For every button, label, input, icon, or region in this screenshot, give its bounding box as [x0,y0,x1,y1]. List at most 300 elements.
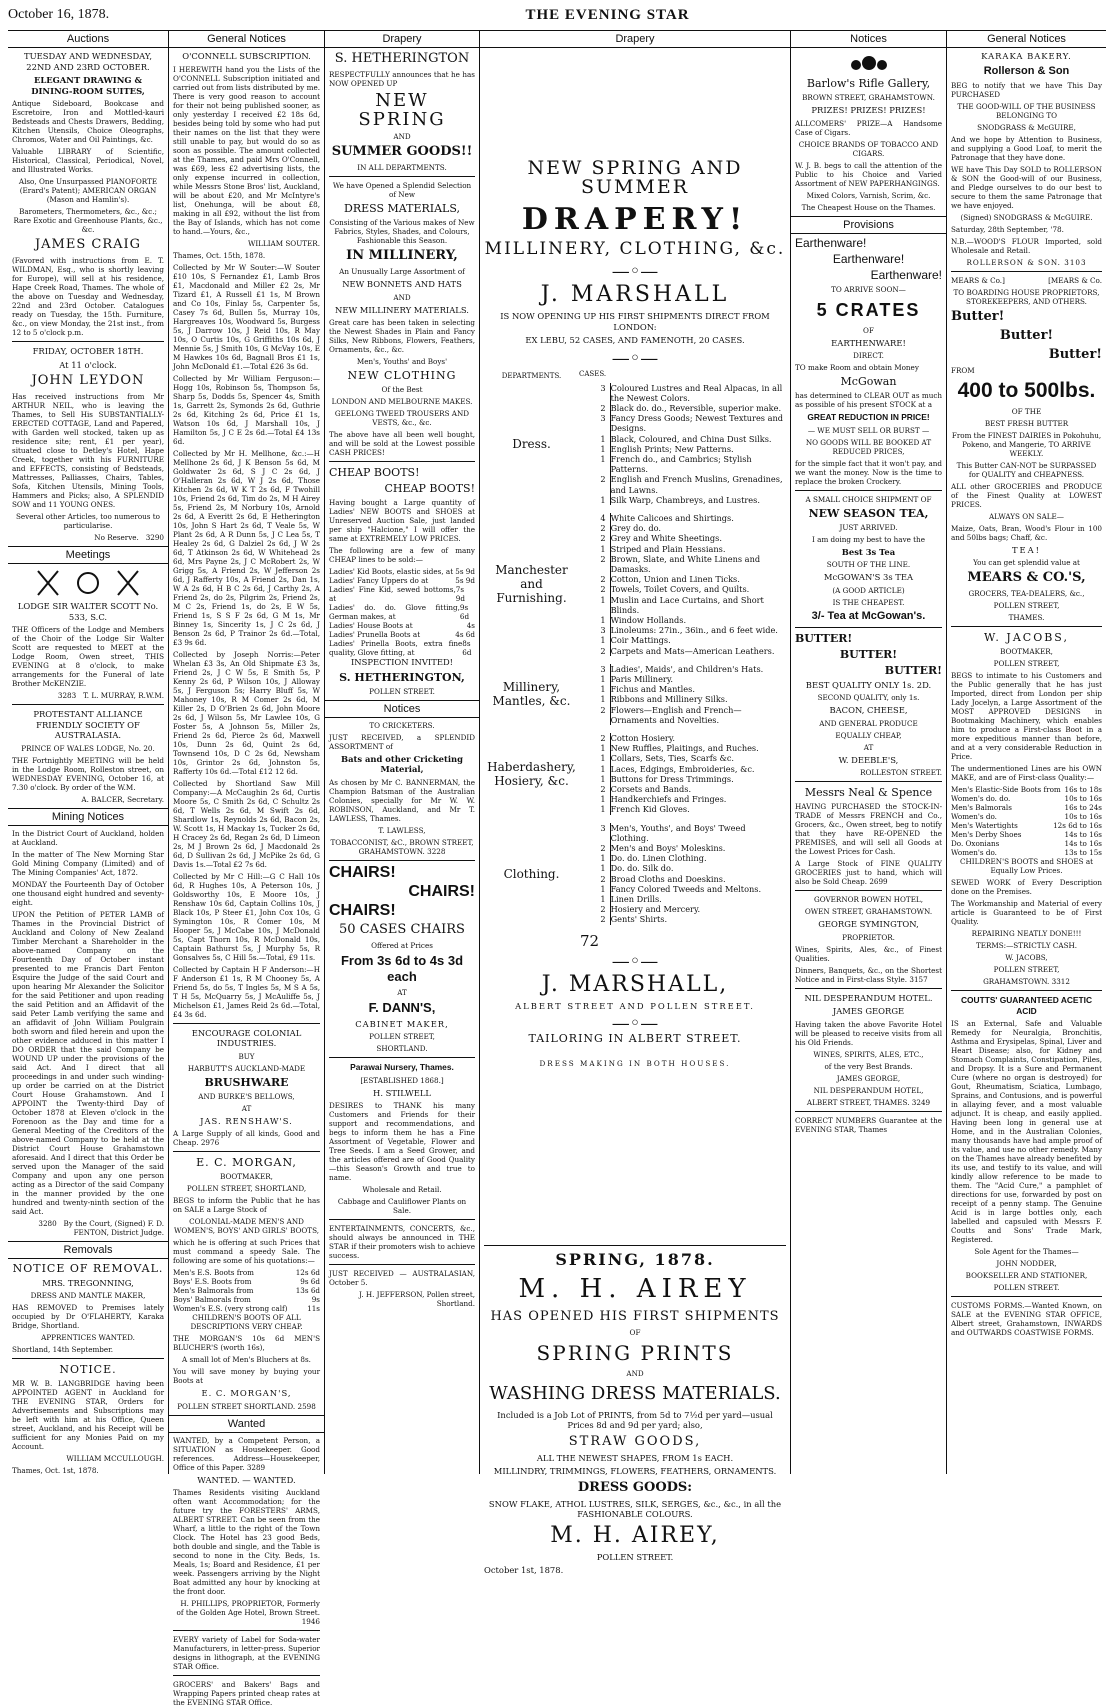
and-label: AND [393,132,411,141]
foresters-arms: Thames Residents visiting Auckland often want Accommodation; for the future try the FORESTERS' ARMS, ALBERT STREET. Can be seen from the Wharf, a little to the right of the Town Clock. The Hotel has 23 good Beds, both double and single, and the Table is second to none in the City. Beds, 1s. Meals, 1s; Board and Residence, £1 per week. Passengers arriving by the Night Boat admitted any hour by knocking at the front door. [173,1488,320,1596]
dann-name: F. DANN'S, [368,999,436,1015]
case-count: 2 [600,784,606,795]
clothing-price-note: The above have all been well bought, and will be sold at the Lowest possible CASH PRICES! [329,430,475,457]
paperhangings: W. J. B. begs to call the attention of the Public to his Choice and Varied Assortment of NEW PAPERHANGINGS. [795,160,942,188]
ad-number: 3103 [1064,257,1087,267]
jacobs-price-item: Women's do. [951,848,997,857]
arrive-soon: TO ARRIVE SOON— [831,284,906,294]
case-count: 2 [600,904,606,915]
signatory: T. L. MURRAY, R.W.M. [83,691,164,700]
millinery-desc: Great care has been taken in selecting the Newest Shades in Plain and Fancy Silks, New Ribbons, Flowers, Feathers, Ornaments, &c., &c. [329,318,475,354]
court-signature [12,1219,164,1237]
snow-flake: SNOW FLAKE, ATHOL LUSTRES, SILK, SERGES, &c., &c., in all the FASHIONABLE COLOURS. [488,1498,782,1520]
ad-number: 2598 [297,1401,316,1411]
subscription-list-6: Collected by Mr C Hill:—G C Hall 10s 6d, R Hughes 10s, A Peterson 10s, J Goldsworthy 10s, E Moore 10s, J Renshaw 10s 6d, Captain Collins 10s, J Black 10s, P Steer £1, John Cox 10s, G Symington 10s, R Comer 10s, M Hooper 5s, J McCabe 10s, J McDonald 5s, Capt Thorn 10s, R McDonald 10s, Captain Bathurst 5s, J Murphy 5s, R Gonsalves 5s, C Hill 5s.—Total, £9 11s. [173,871,320,962]
ad-number: 3289 [246,1462,266,1472]
column-drapery-2 [479,31,790,1576]
subscription-letter: I HEREWITH hand you the Lists of the O'CONNELL Subscription initiated and carried out from lists distributed by me. There is very good reason to account for their not being published sooner, as only yesterday I received £2 18s 6d, besides being told by some who had put their names on the list that they were still unable to pay, but would do so as soon as possible. The amount collected at the Thames, and paid Mrs O'Connell, was £69, less £2 advertising lists, the only expense incurred in collection, while Messrs Stone Bros' list, Auckland, will be about £20, and Mr McIntyre's list, Onehunga, will be about £8, making in all £92, without the list from the Bay of Islands, which has not come to hand.—Yours, &c., [173,64,320,236]
alliance-lodge: PRINCE OF WALES LODGE, No. 20. [21,743,155,753]
auction-headline: ELEGANT DRAWING & DINING-ROOM SUITES, [31,75,145,96]
marshall-headline: NEW SPRING AND SUMMER [527,157,743,198]
butter-1: BUTTER! [795,631,853,645]
case-count: 1 [600,594,606,605]
spring-1878: SPRING, 1878. [555,1249,715,1269]
tailoring: TAILORING IN ALBERT STREET. [528,1032,742,1046]
wines-ales: WINES, SPIRITS, ALES, ETC., [813,1049,924,1059]
case-count: 2 [600,402,606,413]
cricket-desc: As chosen by Mr C. BANNERMAN, the Champion Batsman of the Australian Colonies, specially for Mr W. W. ROBINSON, Auckland, and Mr T. LAWLESS, Thames. [329,777,475,823]
no-goods: NO GOODS WILL BE BOOKED AT REDUCED PRICES, [805,437,932,456]
section-heading-notices-2: Notices [791,31,946,48]
case-count: 1 [600,863,606,874]
morgan-trade: BOOTMAKER, [220,1172,273,1181]
alliance-name: PROTESTANT ALLIANCE FRIENDLY SOCIETY OF AUSTRALASIA. [33,709,143,740]
renshaw-name: JAS. RENSHAW'S. [200,1115,293,1126]
morgan-small-lot: A small lot of Men's Bluchers at 8s. [182,1355,311,1364]
cheap-boots-2: CHEAP BOOTS! [384,482,475,495]
department-item: Buttons for Dress Trimmings. [610,774,786,784]
airey-date: October 1st, 1878. [484,1565,564,1576]
morgan-price-price: 13s 6d [295,1286,320,1295]
hetherington-price-item: Ladies' Kid Boots, elastic sides, at [329,567,454,576]
hetherington-price-list [329,567,475,657]
other-groceries: ALL other GROCERIES and PRODUCE of the Finest Quality at LOWEST PRICES. [951,481,1102,509]
rollerson-intro: BEG to notify that we have This Day PURCHASED [951,80,1102,99]
department-item: Fancy Colored Tweeds and Meltons. [610,884,786,894]
newest-shapes: ALL THE NEWEST SHAPES, FROM 1s EACH. [536,1452,734,1463]
tea-heading: TEA! [1011,544,1042,555]
general-produce: AND GENERAL PRODUCE [819,718,918,728]
of-the-label: OF THE [1011,406,1042,416]
case-count: 2 [600,733,606,743]
department-item: Broad Cloths and Doeskins. [610,874,786,884]
cricketers-title: TO CRICKETERS. [369,720,435,730]
jacobs-price-price: 10s to 16s [1064,812,1102,821]
morgan-price-item: Men's Balmorals from [173,1286,254,1295]
morgan-children: CHILDREN'S BOOTS OF ALL DESCRIPTIONS VERY CHEAP. [190,1313,303,1331]
subscription-list-4: Collected by Joseph Norris:—Peter Whelan £3 3s, An Old Shipmate £3 3s, Friend 2s, J C W 5s, E Smith 5s, P Kenny 2s 6d, P Wilson 10s, J Alloway 5s, J Ferguson 5s; Harry Bluff 5s, W Mahoney 10s, R M Comer 2s 6d, M Killer 2s, D O'Brien 2s 6d, John Moore 2s 6d, J Wilson 5s, Mr Lawlee 10s, G Foster 5s, A Johnson 5s, Miller 2s, Friend 2s 6d, Pierce 2s 6d, Maxwell 10s, Dunn 2s 6d, Quint 2s 6d, Townsend 10s, D C 2s 6d, Newsham 10s, Grintor 2s 6d, Johnston 5s, Rafferty 10s 6d.—Total £12 12 6d. [173,649,320,776]
department-item: Men's and Boys' Moleskins. [610,843,786,853]
deeble-street: ROLLESTON STREET. [860,768,942,777]
jacobs-price-item: Men's Balmorals [951,803,1012,812]
marshall-shipments: IS NOW OPENING UP HIS FIRST SHIPMENTS DIRECT FROM LONDON: [500,311,770,332]
customs-forms: CUSTOMS FORMS.—Wanted Known, on SALE at the EVENING STAR OFFICE, Albert street, Grahamstown, INWARDS and OUTWARDS COASTWISE FORMS. [951,1301,1102,1337]
sell-or-burst: — WE MUST SELL OR BURST — [807,425,930,435]
jacobs-price-price: 16s to 24s [1064,803,1102,812]
department-name: Manchester and Furnishing. [495,563,568,606]
proprietor: PROPRIETOR. [842,932,895,942]
department-row [484,664,786,674]
divider-ornament-icon: —◦— [611,347,659,369]
make-room: TO make Room and obtain Money [795,363,919,372]
mears-left: MEARS & Co.] [951,275,1005,285]
dressmaking: DRESS MAKING IN BOTH HOUSES. [539,1058,731,1068]
cricket-bats: Bats and other Cricketing Material, [341,753,463,774]
case-count: 4 [600,512,606,523]
mears-header [951,276,1102,285]
departments-table [484,369,786,933]
department-spacer [484,815,786,823]
lodge-notice: THE Officers of the Lodge and Members of the Choir of the Lodge Sir Walter Scott are requested to MEET at the Lodge Room, Owen street, THIS EVENING at 8 o'clock, to make arrangements for the Funeral of late Brother McKENZIE. [12,625,164,688]
department-item: Linen Drills. [610,894,786,904]
mears-co: MEARS & CO.'S, [967,570,1086,585]
wines-spirits: Wines, Spirits, Ales, &c., of Finest Qualities. [795,944,942,963]
snodgrass-date: Saturday, 28th September, '78. [951,224,1064,234]
tea-mcgowan: 3/- Tea at McGowan's. [811,609,926,622]
job-lot: Included is a Job Lot of PRINTS, from 5d to 7½d per yard—usual Prices 8d and 9d per yard; also, [497,1409,773,1431]
chairs-cases: 50 CASES CHAIRS [339,921,465,937]
department-item: Collars, Sets, Ties, Scarfs &c. [610,753,786,763]
morgan-address-2 [173,1402,320,1411]
department-item: Men's, Youths', and Boys' Tweed Clothing. [610,823,786,843]
airey-shipments: HAS OPENED HIS FIRST SHIPMENTS [490,1308,780,1324]
masonic-emblem-icon [12,567,164,601]
best-tea: Best 3s Tea [841,546,896,557]
department-item: Black, Coloured, and China Dust Silks. [610,434,786,444]
cricket-received: JUST RECEIVED, a SPLENDID ASSORTMENT of [329,732,475,751]
ad-number: 2699 [869,877,888,886]
hetherington-price-price: 8s 6d [462,639,472,657]
auction2-note: Several other Articles, too numerous to particularise. [16,512,160,530]
hetherington-price-item: Ladies' Fine Kid, sewed bottoms, at [329,585,456,603]
morgan-price-item: Boys' E.S. Boots from [173,1277,252,1286]
case-count: 1 [600,804,606,815]
marshall-streets: ALBERT STREET AND POLLEN STREET. [515,1000,755,1011]
auction2-details: Has received instructions from Mr ARTHUR NEIL, who is leaving the Thames, to Sell His SUBSTANTIALLY-ERECTED COTTAGE, Land and Papered, with Garden well stocked, taken up as residence site; rent, £1 per year), situated close to Detley's Hotel, Hape Creek, together with his FURNITURE and EFFECTS, consisting of Bedsteads, Mattresses, Palliasses, Chairs, Tables, Sofa, Kitchen Utensils, Mining Tools, Hammers and Picks; also, A SPLENDID SOW and 11 YOUNG ONES. [12,392,164,509]
stilwell-plants: Cabbage and Cauliflower Plants on Sale. [337,1197,467,1215]
dinners [795,966,942,984]
lawless-name: T. LAWLESS, [378,825,426,835]
straw-goods: STRAW GOODS, [568,1433,702,1449]
department-spacer [484,925,786,933]
small-shipment: A SMALL CHOICE SHIPMENT OF [805,494,932,504]
and-label-2: AND [393,292,411,302]
summer-goods: SUMMER GOODS!! [331,144,473,159]
jacobs-name: W. JACOBS, [984,631,1069,644]
woods-flour: N.B.—WOOD'S FLOUR Imported, sold Wholesale and Retail. [951,236,1102,255]
removal-name: MRS. TREGONNING, [42,1277,134,1288]
agent-notice: MR W. B. LANGBRIDGE having been APPOINTED AGENT in Auckland for THE EVENING STAR, Orders for Advertisements and Subscriptions may be left with him at his Office, Queen street, Auckland, and his Receipt will be sufficient for any Monies Paid on my Account. [12,1379,164,1451]
cases-header: CASES. [579,369,607,378]
deeble-name: W. DEEBLE'S, [838,754,899,765]
department-spacer [484,656,786,664]
auction2-date: FRIDAY, OCTOBER 18TH. [32,346,144,356]
section-heading-drapery: Drapery [325,31,479,48]
case-count: 1 [600,443,606,454]
case-count: 1 [600,635,606,646]
hetherington-price-item: Ladies' Fancy Uppers do at [329,576,429,585]
department-item: Gents' Shirts. [610,914,786,924]
millinery-materials: NEW MILLINERY MATERIALS. [335,304,469,315]
departments-header: DEPARTMENTS. [501,371,562,380]
auctioneer-name: JAMES CRAIG [34,237,142,252]
jacobs-price-row [951,803,1102,812]
jacobs-price-price: 14s to 16s [1064,830,1102,839]
jacobs-name-2: W. JACOBS, [1005,953,1048,962]
butter-c: Butter! [1048,346,1102,362]
auction-items: Antique Sideboard, Bookcase and Escretoire, Iron and Mottled-kauri Bedsteads and Chests Drawers, Bedding, Kitchen Utensils, Choice Oleographs, Chromos, Water and Oil Paintings, &c. [12,99,164,144]
rollerson-2 [951,258,1102,267]
royal-arms-icon [795,51,942,77]
jacobs-price-row [951,785,1102,794]
snodgrass-notice: WE have This Day SOLD to ROLLERSON & SON the Good-will of our Business, and Pledge ourselves to do our best to secure to them the same Patronage that we have enjoyed. [951,164,1102,210]
hetherington-intro: RESPECTFULLY announces that he has NOW OPENED UP [329,70,475,88]
jacobs-price-price: 14s to 16s [1064,839,1102,848]
neal-spence: Messrs Neal & Spence [804,786,933,799]
case-count: 3 [600,382,606,393]
cannot-surpass: This Butter CAN-NOT be SURPASSED for QUALITY and CHEAPNESS. [956,460,1097,479]
second-quality: SECOND QUALITY, only 1s. [817,693,920,702]
hetherington-price-price: 5s 9d [455,567,475,576]
marshall-name-2: J. MARSHALL, [541,971,729,997]
entertainments-ad: ENTERTAINMENTS, CONCERTS, &c., should always be announced in THE STAR if their promoters wish to achieve success. [329,1224,475,1260]
department-item: Do. do. Linen Clothing. [610,853,786,863]
australasian-ad: JUST RECEIVED — AUSTRALASIAN, October 5. [329,1269,475,1287]
chairs-3: CHAIRS! [329,901,396,919]
boots-intro: Having bought a Large quantity of Ladies' NEW BOOTS and SHOES at Unreserved Auction Sale, just landed per ship "Halcione," I will offer the same at EXTREMELY LOW PRICES. [329,498,475,543]
goodwill: THE GOOD-WILL OF THE BUSINESS BELONGING TO [957,101,1096,120]
hetherington-price-item: Ladies' do. do. Glove fitting, German makes, at [329,603,460,621]
snodgrass-sig: (Signed) SNODGRASS & McGUIRE. [960,212,1093,222]
mears-street: POLLEN STREET, [993,601,1060,610]
ad-number: 3157 [909,974,928,984]
masthead [8,0,1106,31]
cheap-boots-1: CHEAP BOOTS! [329,466,420,479]
department-item: Coir Mattings. [610,635,786,645]
case-count: 1 [600,894,606,905]
nodder-name: JOHN NODDER, [996,1259,1057,1268]
coutts-desc: IS an External, Safe and Valuable Remedy for Neuralgia, Bronchitis, Asthma and Erysipelas, Spinal, Liver and Heart Disease; also, for Kidney and Stomach Complaints, Constipation, Piles, and Dropsy. It is a Sure and Permanent Cure (where no organ is destroyed) for Gout, Rheumatism, Sciatica, Lumbago, Sprains, and Contusions, and is powerful in allaying fever, and a most valuable adjunct. It is cheap, and easily applied. Having been long in general use at Home, and in the Australian Colonies, many thousands have had ample proof of its value, and use no other remedy. Many on the Thames have already benefited by its use, and testify to its value, and will kindly allow reference to be made to them. The "Acid Cure," a pamphlet of directions for use, forwarded by post on receipt of a penny stamp. The Genuine Acid is in large bottles only, each labelled and capsuled with Messrs F. Coutts and Sons' Trade Mark, Registered. [951,1019,1102,1244]
jacobs-price-item: Do. Oxonians [951,839,1000,848]
jacobs-price-price: 16s to 18s [1064,785,1102,794]
case-count: 3 [600,625,606,636]
case-count: 2 [600,523,606,534]
stilwell-name: H. STILWELL [373,1087,431,1098]
reserve-label: No Reserve. [94,533,139,542]
text: Dinners, Banquets, &c., on the Shortest Notice and in First-class Style. [795,965,942,984]
removal-wanted: APPRENTICES WANTED. [41,1333,135,1342]
address: POLLEN STREET SHORTLAND. [177,1401,296,1411]
text: ALBERT STREET, THAMES. [806,1097,910,1107]
subscription-signature: WILLIAM SOUTER. [247,238,320,248]
lodge-signature [12,691,164,700]
hetherington-price-row [329,585,475,603]
allcomers: ALLCOMERS' PRIZE—A Handsome Case of Cigars. [795,118,942,137]
section-heading-provisions: Provisions [791,216,946,234]
case-count: 3 [600,413,606,424]
case-count: 1 [600,433,606,444]
ad-number: 2976 [200,1138,220,1147]
symington: GEORGE SYMINGTON, [818,919,919,929]
jacobs-trade: BOOTMAKER, [1000,647,1053,656]
rollerson-hope: And we hope by Attention to Business, and supplying a Good Loaf, to merit the Patronage that they have done. [951,134,1102,162]
of-the-best: Of the Best [381,385,423,394]
removal-trade: DRESS AND MANTLE MAKER, [30,1291,146,1300]
nodder-street: POLLEN STREET. [993,1283,1060,1292]
case-count: 1 [600,763,606,774]
department-item: Flowers—English and French—Ornaments and Novelties. [610,705,786,725]
at-label-5: AT [863,742,874,752]
hetherington-price-row [329,603,475,621]
equally-cheap: EQUALLY CHEAP, [835,730,902,740]
department-item: Silk Warp, Chambreys, and Lustres. [610,495,786,505]
millindry: MILLINDRY, TRIMMINGS, FLOWERS, FEATHERS, ORNAMENTS. [493,1466,777,1477]
hetherington-name: S. HETHERINGTON [334,51,470,66]
jacobs-price-row [951,821,1102,830]
jacobs-terms: TERMS:—STRICTLY CASH. [975,941,1078,950]
department-spacer [484,725,786,733]
section-heading-drapery-2: Drapery [480,31,790,48]
jacobs-price-item: Women's do. [951,812,997,821]
department-item: Hosiery and Mercery. [610,904,786,914]
millinery-clothing: MILLINERY, CLOTHING, &c. [484,239,786,259]
marshall-name: J. MARSHALL [540,282,730,307]
rollerson-son: Rollerson & Son [983,64,1070,77]
department-item: Ribbons and Millinery Silks. [610,694,786,704]
case-count: 1 [600,684,606,695]
morgan-price-row [173,1277,320,1286]
always-on-sale: ALWAYS ON SALE— [988,511,1064,521]
chairs-price: From 3s 6d to 4s 3d each [340,952,464,984]
prizes: PRIZES! PRIZES! PRIZES! [811,105,926,115]
morgan-price-row [173,1304,320,1313]
ad-number: 1946 [301,1617,320,1626]
case-count: 2 [600,873,606,884]
hetherington-price-price: 7s 9d [455,585,465,603]
department-row [484,823,786,843]
morgan-price-row [173,1268,320,1277]
labels-ad: EVERY variety of Label for Soda-water Manufacturers, in letter-press. Superior designs in lithograph, at the EVENING STAR Office. [173,1635,320,1671]
geelong: GEELONG TWEED TROUSERS AND VESTS, &c., &c. [334,409,470,427]
coutts-title: COUTTS' GUARANTEED ACETIC ACID [960,995,1093,1016]
notice-title: NOTICE. [59,1363,117,1376]
judge: By the Court, (Signed) F. D. FENTON, District Judge. [63,1218,164,1237]
ad-number: 3228 [427,846,446,856]
column-general-notices-2 [946,31,1106,1474]
morgan-intro: BEGS to inform the Public that he has on SALE a Large Stock of [173,1196,320,1214]
at-label: AT [241,1103,252,1113]
washing-dress: WASHING DRESS MATERIALS. [489,1382,781,1404]
text: H. PHILLIPS, PROPRIETOR, Formerly of the Golden Age Hotel, Brown Street. [176,1599,320,1617]
jacobs-repairing: REPAIRING NEATLY DONE!!! [971,929,1082,938]
column-drapery-1 [324,31,479,1474]
hetherington-price-price: 9s 6d [459,603,470,621]
chairs-2: CHAIRS! [408,882,475,900]
department-item: Fancy Dress Goods; Newest Textures and Designs. [610,413,786,433]
case-count: 2 [600,843,606,854]
department-item: Linoleums: 27in., 36in., and 6 feet wide. [610,625,786,635]
lawless-trade [329,838,475,856]
maize-oats: Maize, Oats, Bran, Wood's Flour in 100 and 50lbs bags; Chaff, &c. [951,523,1102,542]
makes: LONDON AND MELBOURNE MAKES. [331,397,473,406]
selection-label: We have Opened a Splendid Selection of New [332,181,472,199]
morgan-price-price: 9s 6d [300,1277,320,1286]
airey-name-2: M. H. AIREY, [550,1522,720,1548]
dann-trade: CABINET MAKER, [355,1018,449,1029]
hetherington-price-price: 5s 9d [455,576,475,585]
hetherington-price-price: 4s [466,621,475,630]
agent-signature: WILLIAM MCCULLOUGH. [66,1454,164,1463]
jacobs-price-price: 12s 6d to 16s [1053,821,1102,830]
court-order: UPON the Petition of PETER LAMB of Thames in the Provincial District of Auckland and Colony of New Zealand Timber Merchant a Shareholder in the above-named Company on the Fourteenth Day of October instant presented to me Francis Dart Fenton Esquire the Judge of the said Court and upon hearing Mr Alexander the Solicitor for the said Petitioner and upon reading the said Petition and an Affidavit of the said Peter Lamb verifying the same and an affidavit of John William Poulgrain both sworn and filed herein and upon the other evidence adduced in this matter I DO ORDER that the said Company be WOUND UP under the provisions of the said Act. And I direct that all proceedings in and under such winding-up order be carried on at the District Court House Grahamstown. And I APPOINT the Twenty-third Day of October 1878 at Eleven o'clock in the Forenoon as the Day and time for a General Meeting of the Creditors of the above-named Company to be held at the District Court House Grahamstown aforesaid. And I direct that this Order be served upon the Manager of the said Company and upon any one person acting as a Director of the said Company in the manner provided by the one hundred and twenty-ninth section of the said Act. [12,909,164,1216]
jacobs-price-row [951,830,1102,839]
department-item: Cotton, Union and Linen Ticks. [610,574,786,584]
best-quality: BEST QUALITY ONLY 1s. 2D. [805,679,932,690]
jacobs-sewed: SEWED WORK of Every Description done on the Premises. [951,878,1102,896]
of-label: OF [629,1327,641,1337]
department-item: French do., and Cambrics; Stylish Patterns. [610,454,786,474]
department-item: Do. do. Silk do. [610,863,786,873]
auction-piano: Also, One Unsurpassed PIANOFORTE (Erard's Patent); AMERICAN ORGAN (Mason and Hamlin's). [18,177,158,204]
morgan-price-row [173,1286,320,1295]
morgan-name-2: E. C. MORGAN'S, [201,1388,292,1398]
department-name: Haberdashery, Hosiery, &c. [487,759,576,788]
albert-street [795,1098,942,1107]
clothing-intro: Men's, Youths' and Boys' [356,357,448,366]
nursery-est: [ESTABLISHED 1868.] [360,1075,444,1085]
removal-title: NOTICE OF REMOVAL. [12,1261,164,1275]
text: A Large Stock of FINE QUALITY GROCERIES just to hand, which will also be Sold Cheap. [795,859,942,886]
drapery-banner: DRAPERY! [521,202,749,237]
ad-number: 3280 [38,1218,57,1228]
divider-ornament-icon: —◦— [611,950,659,972]
department-item: English Prints; New Patterns. [610,444,786,454]
department-item: Towels, Toilet Covers, and Quilts. [610,584,786,594]
direct: DIRECT. [853,351,884,360]
nursery-name: Parawai Nursery, Thames. [350,1062,454,1072]
auction-dates: TUESDAY AND WEDNESDAY, 22ND AND 23RD OCTOBER. [23,51,152,72]
court-name: In the District Court of Auckland, holden at Auckland. [12,828,164,847]
case-count: 2 [600,645,606,656]
new-clothing: NEW CLOTHING [347,369,457,382]
case-count: 1 [600,453,606,464]
jacobs-town [951,977,1102,986]
department-name: Clothing. [503,866,560,881]
butter-a: Butter! [951,308,1005,324]
subscription-list-2: Collected by Mr William Ferguson:—Hogg 10s, Robinson 5s, Thompson 5s, Sharp 5s, Dodds 5s, Spencer 4s, Smith 1s, Garrett 2s, Symonds 2s 6d, Guthrie 2s 6d, Kitching 2s 6d, Price £1 1s, Watson 10s 6d, J Marshall 10s, J Hamilton 5s, J C E 2s 6d.—Total £4 13s 6d. [173,373,320,446]
earthenware-3: Earthenware! [870,267,942,282]
section-heading-general: General Notices [169,31,324,48]
correct-numbers: CORRECT NUMBERS Guarantee at the EVENING STAR, Thames [795,1115,942,1134]
case-count: 2 [600,914,606,925]
governor-bowen: GOVERNOR BOWEN HOTEL, [813,895,923,904]
subscription-list-5: Collected by Shortland Saw Mill Company:—A McCaughin 2s 6d, Curtis Moore 5s, C Smith 2s 6d, C Schultz 2s 6d, T Wells 2s 6d, M Swift 2s 6d, Shardlow 1s, Reynolds 2s 6d, Bacon 2s, W. Scott 1s, H Mackay 1s, Tucker 2s 6d, H Cracey 2s 6d, Regan 2s 6d, D Limeon 2s, M J Brown 2s 6d, J Macdonald 2s 6d, D Sullivan 2s 6d, J McPike 2s 6d, G Davis 1s.—Total £2 7s 6d. [173,778,320,869]
mears-right: [MEARS & Co. [1048,275,1102,285]
from-label: FROM [951,365,975,375]
new-season-tea: NEW SEASON TEA, [808,506,929,520]
department-item: Carpets and Mats—American Leathers. [610,646,786,656]
spring-prints: SPRING PRINTS [536,1340,734,1365]
jacobs-children: CHILDREN'S BOOTS and SHOES at Equally Low Prices. [960,857,1093,875]
morgan-price-price: 9s [311,1295,320,1304]
millinery-intro: An Unusually Large Assortment of [339,267,465,276]
cases-total: 72 [580,931,600,950]
bacon-cheese: BACON, CHEESE, [829,705,908,715]
department-name: Millinery, Mantles, &c. [492,680,571,709]
foresters-proprietor [173,1599,320,1626]
department-row [484,733,786,743]
clear-out: has determined to CLEAR OUT as much as possible of his present STOCK at a [795,391,942,409]
barlow-name: Barlow's Rifle Gallery, [806,77,931,90]
jefferson: J. H. JEFFERSON, Pollen street, Shortland. [358,1290,475,1308]
doing-best: I am doing my best to have the [812,534,925,544]
department-name: Dress. [512,436,551,451]
issue-date: October 16, 1878. [8,7,110,22]
morgan-price-item: Boys' Balmorals from [173,1295,251,1304]
reduction: GREAT REDUCTION IN PRICE! [807,412,930,422]
butter-2: BUTTER! [839,647,898,661]
at-label-3: AT [397,987,407,997]
